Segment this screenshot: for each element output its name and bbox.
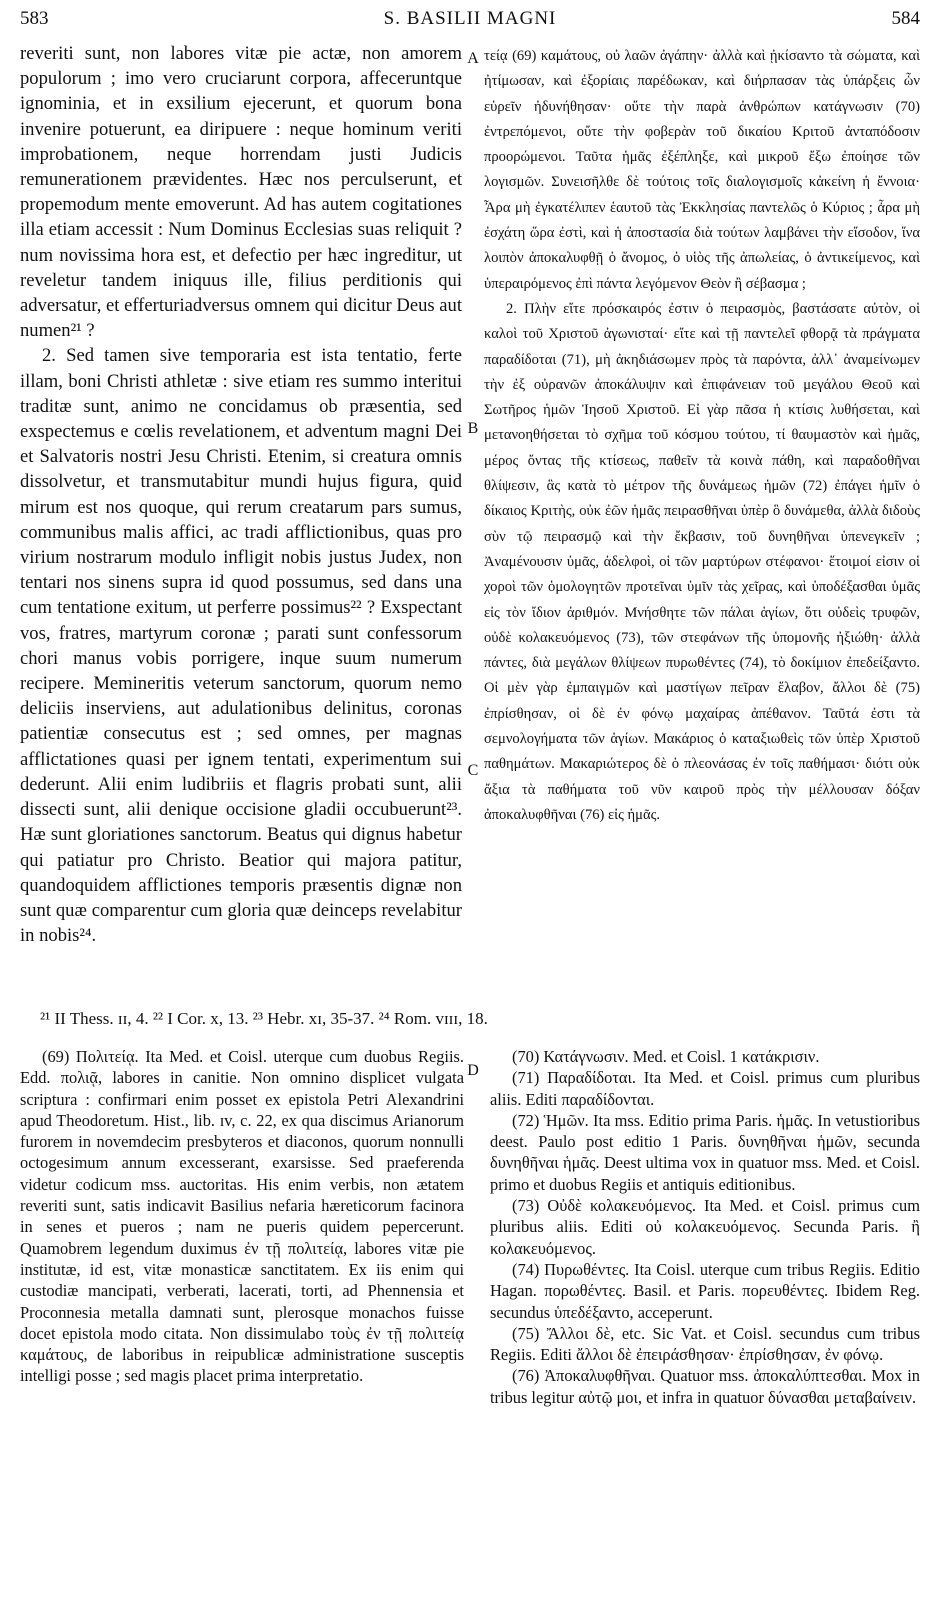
greek-paragraph-2: 2. Πλὴν εἴτε πρόσκαιρός ἐστιν ὁ πειρασμὸς, βαστάσατε αὐτὸν, οἱ καλοὶ τοῦ Χριστοῦ ἀγωνισταί· εἴτε καὶ τῇ παντελεῖ φθορᾷ τὰ πράγματα παραδίδοται (71), μὴ ἀκηδιάσωμεν πρὸς τὰ παρόντα, ἀλλ᾽ ἀναμείνωμεν τὴν ἐξ οὐρανῶν ἀποκάλυψιν καὶ ἐπιφάνειαν τοῦ μεγάλου Θεοῦ καὶ Σωτῆρος ἡμῶν Ἰησοῦ Χριστοῦ. Εἰ γὰρ πᾶσα ἡ κτίσις λυθήσεται, καὶ μετανοηθήσεται τὸ σχῆμα τοῦ κόσμου τούτου, τί θαυμαστὸν καὶ ἡμᾶς, μέρος ὄντας τῆς κτίσεως, παθεῖν τὰ κοινὰ πάθη, καὶ παραδοθῆναι θλίψεσιν, ἃς κατὰ τὸ μέτρον τῆς δυνάμεως ἡμῶν (72) ἐπάγει ἡμῖν ὁ δίκαιος Κριτὴς, οὐκ ἐῶν ἡμᾶς πειρασθῆναι ὑπὲρ ὃ δυνάμεθα, ἀλλὰ διδοὺς σὺν τῷ πειρασμῷ καὶ τὴν ἔκβασιν, τοῦ δυνηθῆναι ὑπενεγκεῖν ; Ἀναμένουσιν ὑμᾶς, ἀδελφοὶ, οἱ τῶν μαρτύρων στέφανοι· ἕτοιμοί εἰσιν οἱ χοροὶ τῶν ὁμολογητῶν προτεῖναι ὑμῖν τὰς χεῖρας, καὶ ὑποδέξασθαι ὑμᾶς εἰς τὸν ἴδιον ἀριθμόν. Μνήσθητε τῶν πάλαι ἁγίων, ὅτι οὐδεὶς τρυφῶν, οὐδὲ κολακευόμενος (73), τῶν στεφάνων τῆς ὑπομονῆς ἠξιώθη· ἀλλὰ πάντες, διὰ μεγάλων θλίψεων πυρωθέντες (74), τὸ δοκίμιον ἐπεδείξαντο. Οἱ μὲν γὰρ ἐμπαιγμῶν καὶ μαστίγων πεῖραν ἔλαβον, ἄλλοι δὲ (75) ἐπρίσθησαν, οἱ δὲ ἐν φόνῳ μαχαίρας ἀπέθανον. Ταῦτά ἐστι τὰ σεμνολογήματα τῶν ἁγίων. Μακάριος ὁ καταξιωθεὶς τῶν ὑπὲρ Χριστοῦ παθημάτων. Μακαριώτερος δὲ ὁ πλεονάσας ἐν τοῖς παθήμασι· διότι οὐκ ἄξια τὰ παθήματα τοῦ νῦν καιροῦ πρὸς τὴν μέλλουσαν δόξαν ἀποκαλυφθῆναι (76) εἰς ἡμᾶς. xyxy=(484,300,920,823)
margin-letter-d: D xyxy=(467,1062,479,1079)
left-page-number: 583 xyxy=(20,8,49,29)
note-72: (72) Ἡμῶν. Ita mss. Editio prima Paris. ἡμᾶς. In vetustioribus deest. Paulo post editio 1 Paris. δυνηθῆναι ἡμῶν, secunda δυνηθῆναι ἡμᾶς. Deest ultima vox in quatuor mss. Med. et Coisl. primo et duobus Regiis et antiquis editionibus. xyxy=(490,1110,920,1194)
latin-column xyxy=(20,41,462,948)
notes-left-column xyxy=(20,1046,464,1387)
scripture-references: ²¹ II Thess. ɪɪ, 4. ²² I Cor. x, 13. ²³ Hebr. xɪ, 35-37. ²⁴ Rom. vɪɪɪ, 18. xyxy=(40,1009,488,1028)
note-73: (73) Οὐδὲ κολακευόμενος. Ita Med. et Coisl. primus cum pluribus aliis. Editi οὐ κολακευόμενος. Secunda Paris. ἢ κολακευόμενος. xyxy=(490,1196,920,1258)
note-76: (76) Ἀποκαλυφθῆναι. Quatuor mss. ἀποκαλύπτεσθαι. Mox in tribus legitur αὐτῷ μοι, et infra in quatuor δύνασθαι μεταβαίνειν. xyxy=(490,1366,920,1407)
right-page-number: 584 xyxy=(891,8,920,29)
note-74: (74) Πυρωθέντες. Ita Coisl. uterque cum tribus Regiis. Editio Hagan. πορωθέντες. Basil. et Paris. πορευθέντες. Ibidem Reg. secundus ὑπεδέξαντο, acceperunt. xyxy=(490,1259,920,1322)
margin-letter-b: B xyxy=(467,420,479,437)
latin-paragraph-1: reveriti sunt, non labores vitæ pie actæ, non amorem populorum ; imo vero cruciarunt corpora, affeceruntque ignominia, et in exsilium ejecerunt, et quorum bona invenire potuerunt, ea diripuere : neque hominum veriti improbationem, neque horrendam justi Judicis remunerationem prævidentes. Hæc nos perculserunt, et propemodum mente emoverunt. Ad has autem cogitationes illa etiam accessit : Num Dominus Ecclesias suas reliquit ? num novissima hora est, et defectio per hæc ingreditur, ut reveletur tandem iniquus ille, filius perditionis qui adversatur, et efferturiadversus omnem qui dicitur Deus aut numen²¹ ? xyxy=(20,43,462,342)
running-header xyxy=(20,8,920,38)
margin-letter-c: C xyxy=(467,762,479,779)
note-69: (69) Πολιτείᾳ. Ita Med. et Coisl. uterque cum duobus Regiis. Edd. πολιᾷ, labores in canitie. Non omnino displicet vulgata scriptura : confirmari enim posset ex epistola Petri Alexandrini apud Theodoretum. Hist., lib. ɪv, c. 22, ex qua discimus Arianorum furorem in novemdecim presbyteros et diaconos, quorum nonnulli octogesimum annum excesserant, exarsisse. Sed praeferenda videtur codicum mss. auctoritas. His enim verbis, non ætatem reveriti sunt, satis indicavit Basilius nefaria hæreticorum facinora in senes et pueros ; nam ne pueris quidem pepercerunt. Quamobrem legendum duximus ἐν τῇ πολιτείᾳ, labores vitæ pie institutæ, id est, vitæ monasticæ sanctitatem. Ex iis enim qui custodiæ mancipati, verberati, lacerati, torti, ad Phennensia et Proconnesia metalla damnati sunt, plerosque monachos fuisse docet epistola modo citata. Non dissimulabo τοὺς ἐν τῇ πολιτείᾳ καμάτους, de laboribus in reipublicæ administratione susceptis intelligi posse ; sed magis placet prima interpretatio. xyxy=(20,1047,464,1386)
note-75: (75) Ἄλλοι δὲ, etc. Sic Vat. et Coisl. secundus cum tribus Regiis. Editi ἄλλοι δὲ ἐπειράσθησαν· ἐπρίσθησαν, ἐν φόνῳ. xyxy=(490,1323,920,1365)
latin-paragraph-2: 2. Sed tamen sive temporaria est ista tentatio, ferte illam, boni Christi athletæ : sive etiam res summo interitui traditæ sunt, animo ne concidamus ob præsentia, sed exspectemus e cœlis revelationem, et adventum magni Dei et Salvatoris nostri Jesu Christi. Etenim, si creatura omnis dissolvetur, et transmutabitur mundi hujus figura, quid mirum est nos quoque, qui rerum creatarum pars sumus, communibus malis affici, ac tradi afflictionibus, quas pro virium nostrarum modulo infligit nobis justus Judex, non tentari nos sinens supra id quod possumus, sed dans una cum tentatione exitum, ut perferre possimus²² ? Exspectant vos, fratres, martyrum coronæ ; parati sunt confessorum chori manus vobis porrigere, inque suum numerum recipere. Memineritis veterum sanctorum, quorum nemo deliciis inserviens, aut adulationibus delinitus, coronas patientiæ consecutus est ; sed omnes, per magnas afflictationes quasi per ignem tentati, experimentum sui dederunt. Alii enim ludibriis et flagris probati sunt, alii dissecti sunt, alii denique occisione gladii occubuerunt²³. Hæ sunt gloriationes sanctorum. Beatus qui dignus habetur qui patiatur pro Christo. Beatior qui majora patitur, quandoquidem afflictiones temporis præsentis dignæ non sunt quæ comparentur cum gloria quæ deinceps revelabitur in nobis²⁴. xyxy=(20,345,462,947)
greek-paragraph-1: τείᾳ (69) καμάτους, οὐ λαῶν ἀγάπην· ἀλλὰ καὶ ᾐκίσαντο τὰ σώματα, καὶ ἠτίμωσαν, καὶ ἐξορίαις παρέδωκαν, καὶ διήρπασαν τὰς ὑπάρξεις ὧν εὑρεῖν ἠδυνήθησαν· οὔτε τὴν παρὰ ἀνθρώπων κατάγνωσιν (70) ἐντρεπόμενοι, οὔτε τὴν φοβερὰν τοῦ δικαίου Κριτοῦ ἀνταπόδοσιν προορώμενοι. Ταῦτα ἡμᾶς ἐξέπληξε, καὶ μικροῦ ἔξω ἐποίησε τῶν λογισμῶν. Συνεισῆλθε δὲ τούτοις τοῖς διαλογισμοῖς κἀκείνη ἡ ἔννοια· Ἆρα μὴ ἐγκατέλιπεν ἑαυτοῦ τὰς Ἐκκλησίας παντελῶς ὁ Κύριος ; ἆρα μὴ ἐσχάτη ὥρα ἐστὶ, καὶ ἡ ἀποστασία διὰ τούτων λαμβάνει τὴν εἴσοδον, ἵνα λοιπὸν ἀποκαλυφθῇ ὁ ἄνομος, ὁ υἱὸς τῆς ἀπωλείας, ὁ ἀντικείμενος, καὶ ὑπεραιρόμενος ἐπὶ πάντα λεγόμενον Θεὸν ἢ σέβασμα ; xyxy=(484,48,920,292)
running-title: S. BASILII MAGNI xyxy=(383,8,557,29)
note-71: (71) Παραδίδοται. Ita Med. et Coisl. primus cum pluribus aliis. Editi παραδίδονται. xyxy=(490,1068,920,1109)
margin-letter-a: A xyxy=(467,50,479,67)
note-70: (70) Κατάγνωσιν. Med. et Coisl. 1 κατάκρισιν. xyxy=(512,1047,820,1066)
greek-column xyxy=(484,44,920,828)
notes-right-column xyxy=(490,1046,920,1408)
